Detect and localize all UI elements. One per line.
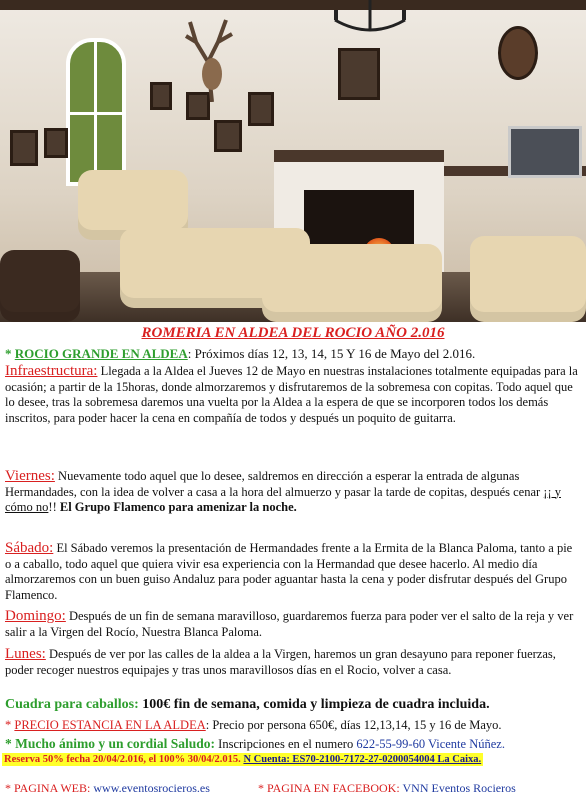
precio-line bbox=[5, 718, 502, 733]
viernes-label: Viernes: bbox=[5, 468, 55, 484]
living-room-photo bbox=[0, 0, 586, 322]
cuadra-label: Cuadra para caballos: bbox=[5, 697, 139, 712]
rocio-label: ROCIO GRANDE EN ALDEA bbox=[14, 346, 188, 361]
viernes-text: Nuevamente todo aquel que lo desee, saldremos en dirección a esperar la entrada de algunas Hermandades, con la idea de volver a casa a la hora del almuerzo y pasar la tarde de copitas, después cenar bbox=[5, 469, 541, 499]
web-label: * PAGINA WEB: bbox=[5, 781, 91, 795]
deer-antler-trophy bbox=[182, 12, 242, 102]
saludo-label: * Mucho ánimo y un cordial Saludo: bbox=[5, 736, 216, 751]
domingo-label: Domingo: bbox=[5, 608, 66, 624]
infraestructura-text: Llegada a la Aldea el Jueves 12 de Mayo en nuestras instalaciones totalmente equipadas para la ocasión; a partir de la 15horas, donde almorzaremos y disfrutaremos de la sobremesa con copitas. Todo aquel que lo desee, tras la sobremesa daremos una vuelta por la Aldea a la espera de que se incorporen todos los demás inscritos, para poder hacer la cena en compañía de todos y después un poquito de guitarra. bbox=[5, 364, 578, 425]
domingo-text: Después de un fin de semana maravilloso, guardaremos fuerza para poder ver el salto de la reja y ver salir a la Virgen del Rocío, Nuestra Blanca Paloma. bbox=[5, 609, 574, 639]
sofa-center bbox=[262, 244, 442, 322]
lunes-paragraph bbox=[5, 647, 581, 678]
picture-frame bbox=[214, 120, 242, 152]
rocio-line bbox=[5, 346, 475, 361]
wooden-chair bbox=[0, 250, 80, 322]
bank-account: N Cuenta: ES70-2100-7172-27-0200054004 La Caixa. bbox=[243, 754, 482, 765]
event-flyer-text bbox=[0, 322, 586, 800]
footer-web bbox=[5, 781, 210, 796]
cuadra-text: 100€ fin de semana, comida y limpieza de cuadra incluida. bbox=[142, 697, 490, 712]
precio-text: : Precio por persona 650€, días 12,13,14, 15 y 16 de Mayo. bbox=[205, 718, 502, 732]
sabado-label: Sábado: bbox=[5, 540, 54, 556]
ceiling-beam bbox=[0, 0, 586, 10]
chandelier bbox=[330, 0, 410, 40]
reserva-line bbox=[2, 753, 483, 766]
boar-head-trophy bbox=[498, 26, 538, 80]
lunes-label: Lunes: bbox=[5, 646, 46, 662]
arched-window bbox=[66, 38, 126, 186]
infraestructura-label: Infraestructura: bbox=[5, 363, 98, 379]
picture-frame bbox=[150, 82, 172, 110]
sabado-paragraph bbox=[5, 541, 581, 603]
domingo-paragraph bbox=[5, 609, 581, 640]
sabado-text: El Sábado veremos la presentación de Hermandades frente a la Ermita de la Blanca Paloma, tanto a pie o a caballo, todo aquel que quiera vivir esa experiencia con la Hermandad que desee hacerlo. Al medio día almorzaremos con un buen guiso Andaluz para poder aguantar hasta la cena y poder disfrutar después del Grupo Flamenco. bbox=[5, 541, 573, 602]
religious-painting bbox=[338, 48, 380, 100]
saludo-text: Inscripciones en el numero bbox=[218, 737, 354, 751]
picture-frame bbox=[248, 92, 274, 126]
saludo-line bbox=[5, 736, 505, 752]
bullet: * bbox=[5, 718, 15, 732]
reserva-text: Reserva 50% fecha 20/04/2.016, el 100% 30/04/2.015. bbox=[4, 754, 241, 765]
lunes-text: Después de ver por las calles de la aldea a la Virgen, haremos un gran desayuno para reponer fuerzas, poder recoger nuestros equipajes y tras unos maravillosos días en el Rocio, volver a casa. bbox=[5, 647, 556, 677]
viernes-after: !! bbox=[48, 500, 57, 514]
viernes-bold: El Grupo Flamenco para amenizar la noche. bbox=[59, 500, 297, 514]
sofa-right bbox=[470, 236, 586, 322]
picture-frame bbox=[44, 128, 68, 158]
viernes-paragraph bbox=[5, 469, 581, 516]
cuadra-line bbox=[5, 697, 490, 712]
rocio-text: : Próximos días 12, 13, 14, 15 Y 16 de Mayo del 2.016. bbox=[187, 346, 476, 361]
precio-label: PRECIO ESTANCIA EN LA ALDEA bbox=[14, 718, 206, 732]
facebook-label: * PAGINA EN FACEBOOK: bbox=[258, 781, 400, 795]
bullet: * bbox=[5, 346, 15, 361]
footer-facebook bbox=[258, 781, 516, 796]
picture-frame bbox=[10, 130, 38, 166]
page-title: ROMERIA EN ALDEA DEL ROCIO AÑO 2.016 bbox=[141, 325, 445, 341]
infraestructura-paragraph bbox=[5, 364, 581, 426]
facebook-link[interactable]: VNN Eventos Rocieros bbox=[402, 781, 516, 795]
web-link[interactable]: www.eventosrocieros.es bbox=[93, 781, 210, 795]
television bbox=[508, 126, 582, 178]
viernes-underlined: ¡¡ y cómo no bbox=[5, 484, 561, 514]
phone-number: 622-55-99-60 Vicente Núñez. bbox=[356, 737, 505, 751]
